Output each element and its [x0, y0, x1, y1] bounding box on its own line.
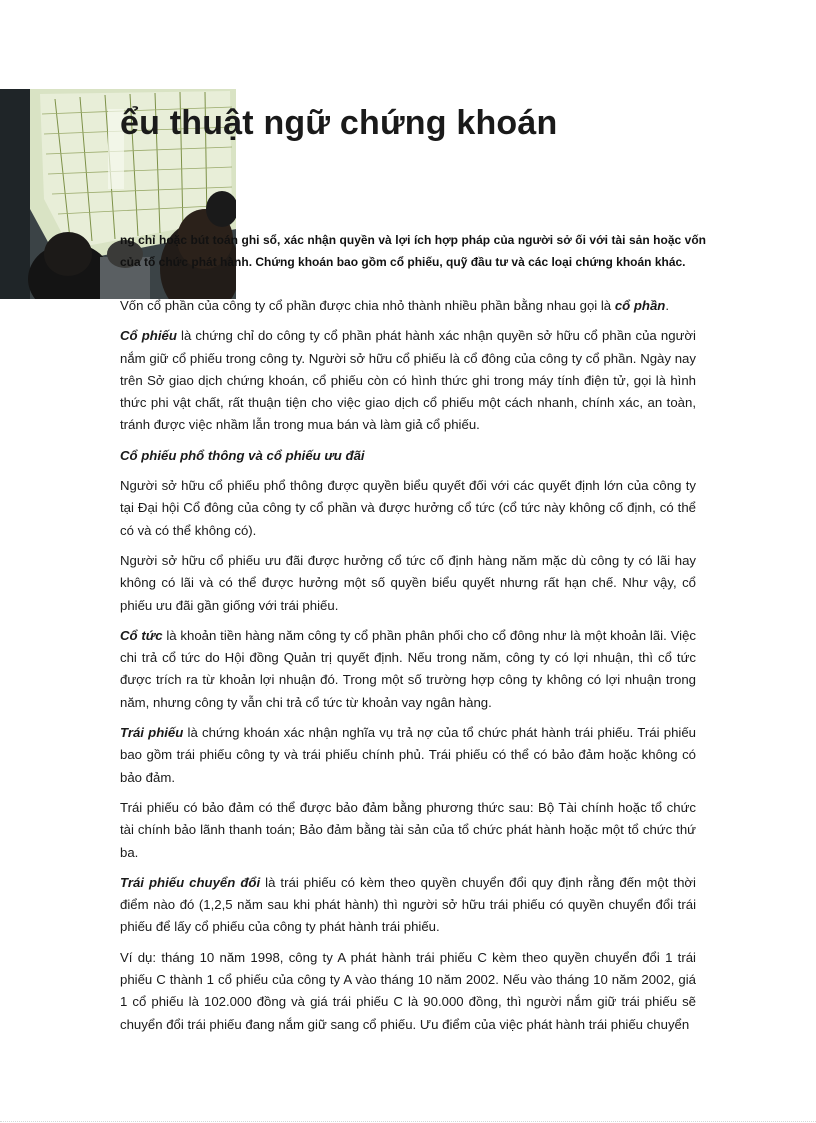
paragraph-text: Vốn cổ phần của công ty cổ phần được chia nhỏ thành nhiều phần bằng nhau gọi là — [120, 298, 615, 313]
paragraph-co-tuc — [120, 625, 696, 714]
article-body — [120, 295, 696, 1044]
term-co-phieu: Cổ phiếu — [120, 328, 177, 344]
section-heading: Cổ phiếu phổ thông và cổ phiếu ưu đãi — [120, 447, 365, 463]
paragraph-text: là trái phiếu có kèm theo quyền chuyển đổi quy định rằng đến một thời điểm nào đó (1,2,5 năm sau khi phát hành) thì người sở hữu trái phiếu có quyền chuyển đổi trái phiếu để lấy cổ phiếu của công ty phát hành trái phiếu. — [120, 874, 696, 935]
paragraph-trai-phieu-chuyen-doi — [120, 872, 696, 939]
paragraph-co-phieu-pho-thong: Người sở hữu cổ phiếu phổ thông được quyền biểu quyết đối với các quyết định lớn của công ty tại Đại hội Cổ đông của công ty cổ phần và được hưởng cổ tức (cổ tức này không cố định, có thể có và có thể không có). — [120, 478, 696, 538]
paragraph-co-phieu — [120, 325, 696, 436]
paragraph-von-co-phan — [120, 295, 696, 317]
paragraph-vi-du: Ví dụ: tháng 10 năm 1998, công ty A phát hành trái phiếu C kèm theo quyền chuyển đổi 1 trái phiếu C thành 1 cổ phiếu của công ty A vào tháng 10 năm 2002. Nếu vào tháng 10 năm 2002, giá 1 cổ phiếu là 102.000 đồng và giá trái phiếu C là 90.000 đồng, thì người nắm giữ trái phiếu sẽ chuyển đổi trái phiếu đang nắm giữ sang cổ phiếu. Ưu điểm của việc phát hành trái phiếu chuyển — [120, 949, 696, 1032]
paragraph-text: là chứng khoán xác nhận nghĩa vụ trả nợ của tổ chức phát hành trái phiếu. Trái phiếu bao gồm trái phiếu công ty và trái phiếu chính phủ. Trái phiếu có thể có bảo đảm hoặc không có bảo đảm. — [120, 725, 697, 785]
paragraph-co-phieu-uu-dai: Người sở hữu cổ phiếu ưu đãi được hưởng cổ tức cố định hàng năm mặc dù công ty có lãi hay không có lãi và có thể được hưởng một số quyền biểu quyết nhưng rất hạn chế. Như vậy, cổ phiếu ưu đãi gần giống với trái phiếu. — [120, 552, 696, 613]
paragraph-trai-phieu — [120, 722, 696, 789]
paragraph-text: là chứng chỉ do công ty cổ phần phát hành xác nhận quyền sở hữu cổ phần của người nắm giữ cổ phiếu trong công ty. Người sở hữu cổ phiếu là cổ đông của công ty cổ phần. Ngày nay trên Sở giao dịch chứng khoán, cổ phiếu còn có hình thức ghi trong máy tính điện tử, gọi là hình thức phi vật chất, rất thuận tiện cho việc giao dịch cổ phiếu một cách nhanh, chính xác, an toàn, tránh được việc nhầm lẫn trong mua bán và làm giả cổ phiếu. — [120, 328, 696, 433]
paragraph-tail: . — [665, 298, 670, 313]
paragraph-text: là khoản tiền hàng năm công ty cổ phần phân phối cho cổ đông như là một khoản lãi. Việc chi trả cổ tức do Hội đồng Quản trị quyết định. Nếu trong năm, công ty có lợi nhuận, thì cổ tức được trích ra từ khoản lợi nhuận đó. Trong một số trường hợp công ty không có lợi nhuận trong năm, nhưng công ty vẫn chi trả cổ tức từ khoản vay ngân hàng. — [120, 627, 696, 710]
paragraph-trai-phieu-bao-dam: Trái phiếu có bảo đảm có thể được bảo đảm bằng phương thức sau: Bộ Tài chính hoặc tổ chức tài chính bảo lãnh thanh toán; Bảo đảm bằng tài sản của tổ chức phát hành hoặc một tổ chức thứ ba. — [120, 799, 696, 860]
term-co-phan: cổ phần — [614, 298, 666, 313]
page-title: ểu thuật ngữ chứng khoán — [120, 104, 558, 142]
term-co-tuc: Cổ tức — [120, 627, 163, 643]
lead-paragraph: ng chỉ hoặc bút toán ghi sổ, xác nhận quyền và lợi ích hợp pháp của người sở ối với tài sản hoặc vốn của tổ chức phát hành. Chứng khoán bao gồm cổ phiếu, quỹ đầu tư và các loại chứng khoán khác. — [120, 233, 706, 269]
term-trai-phieu-chuyen-doi: Trái phiếu chuyển đổi — [120, 874, 261, 890]
term-trai-phieu: Trái phiếu — [120, 725, 184, 741]
